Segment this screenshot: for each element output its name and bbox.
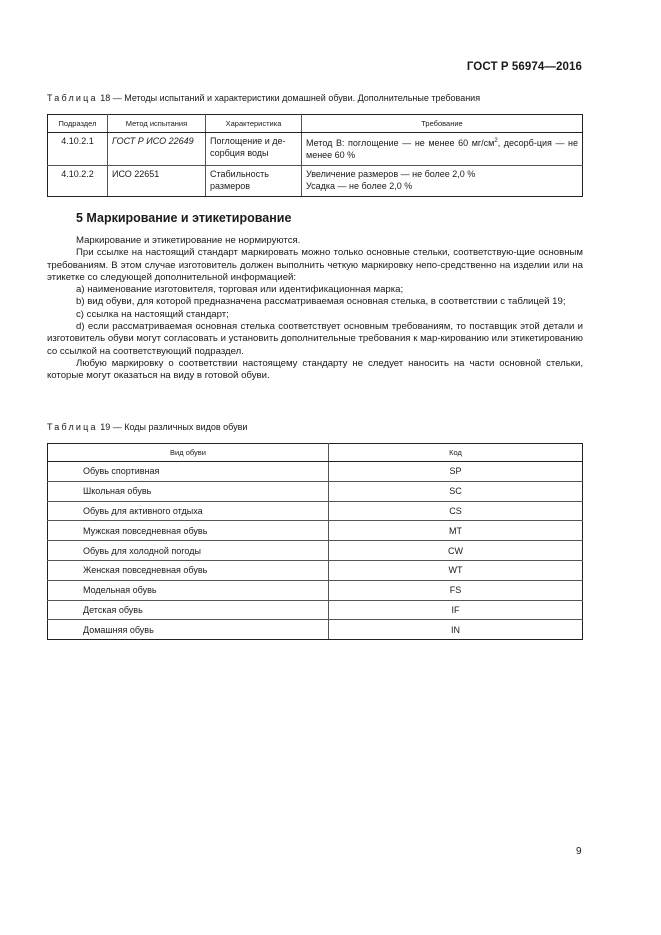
- cell-footwear-type: Домашняя обувь: [48, 620, 329, 640]
- section-5-body: [47, 235, 583, 383]
- cell-method: ИСО 22651: [108, 166, 206, 197]
- paragraph: Маркирование и этикетирование не нормируются.: [76, 235, 301, 246]
- list-item: b) вид обуви, для которой предназначена рассматриваемая основная стелька, в соответствии с таблицей 19;: [76, 296, 566, 308]
- table-row: [48, 600, 583, 620]
- cell-footwear-type: Обувь спортивная: [48, 462, 329, 482]
- paragraph: Любую маркировку о соответствии настоящему стандарту не следует наносить на части основной стельки, которые могут оказаться на виду в готовой обуви.: [47, 357, 583, 382]
- cell-code: SP: [329, 462, 583, 482]
- cell-footwear-type: Модельная обувь: [48, 580, 329, 600]
- table-header-row: [48, 444, 583, 462]
- cell-requirement: [302, 166, 583, 197]
- table-row: [48, 580, 583, 600]
- table-row: [48, 560, 583, 580]
- table-18-caption: [47, 93, 480, 103]
- cell-method: ГОСТ Р ИСО 22649: [108, 133, 206, 166]
- superscript-exponent: 2: [494, 138, 498, 144]
- cell-code: MT: [329, 521, 583, 541]
- table-19: [47, 443, 583, 640]
- table-18-caption-word: Таблица: [47, 93, 98, 103]
- paragraph: При ссылке на настоящий стандарт маркировать можно только основные стельки, соответствую-щие основным требованиям. В этом случае изготовитель должен выполнить четкую маркировку непо-средственно на изделии или на этикетке со следующей дополнительной информацией:: [47, 247, 583, 283]
- section-5-heading: 5 Маркирование и этикетирование: [76, 211, 292, 225]
- table-row: [48, 462, 583, 482]
- table-row: [48, 541, 583, 561]
- cell-code: IN: [329, 620, 583, 640]
- cell-footwear-type: Школьная обувь: [48, 481, 329, 501]
- cell-footwear-type: Обувь для активного отдыха: [48, 501, 329, 521]
- cell-footwear-type: Обувь для холодной погоды: [48, 541, 329, 561]
- table-row: [48, 133, 583, 166]
- table-row: [48, 620, 583, 640]
- table-18-caption-text: 18 — Методы испытаний и характеристики домашней обуви. Дополнительные требования: [97, 93, 481, 103]
- cell-footwear-type: Мужская повседневная обувь: [48, 521, 329, 541]
- list-item: a) наименование изготовителя, торговая или идентификационная марка;: [76, 284, 404, 296]
- table-row: [48, 481, 583, 501]
- cell-requirement: [302, 133, 583, 166]
- column-header-method: Метод испытания: [108, 115, 206, 133]
- requirement-line: Усадка — не более 2,0 %: [306, 180, 413, 191]
- page-number: 9: [576, 846, 582, 857]
- standard-designation: ГОСТ Р 56974—2016: [466, 61, 582, 73]
- cell-footwear-type: Женская повседневная обувь: [48, 560, 329, 580]
- column-header-characteristic: Характеристика: [206, 115, 302, 133]
- list-item: c) ссылка на настоящий стандарт;: [76, 308, 229, 320]
- table-row: [48, 501, 583, 521]
- table-19-caption: [47, 422, 247, 432]
- column-header-requirement: Требование: [302, 115, 583, 133]
- cell-code: CS: [329, 501, 583, 521]
- cell-footwear-type: Детская обувь: [48, 600, 329, 620]
- cell-code: IF: [329, 600, 583, 620]
- table-19-caption-text: 19 — Коды различных видов обуви: [97, 422, 248, 432]
- requirement-line: Увеличение размеров — не более 2,0 %: [306, 169, 476, 179]
- cell-subsection: 4.10.2.2: [48, 166, 108, 197]
- list-item: d) если рассматриваемая основная стелька соответствует основным требованиям, то поставщик этой детали и изготовитель обуви могут согласовать и установить дополнительные требования к мар-кированию или этикетированию со ссылкой на соответствующий подраздел.: [47, 321, 583, 357]
- column-header-code: Код: [329, 444, 583, 462]
- table-18: [47, 114, 583, 197]
- requirement-text-part: Метод В: поглощение — не менее 60 мг/см: [306, 138, 495, 148]
- cell-code: FS: [329, 580, 583, 600]
- table-row: [48, 521, 583, 541]
- cell-code: SC: [329, 481, 583, 501]
- cell-code: CW: [329, 541, 583, 561]
- column-header-footwear-type: Вид обуви: [48, 444, 329, 462]
- cell-code: WT: [329, 560, 583, 580]
- cell-subsection: 4.10.2.1: [48, 133, 108, 166]
- cell-characteristic: Стабильность размеров: [206, 166, 302, 197]
- requirement-text-part: , десорб-ция — не менее 60 %: [306, 138, 578, 160]
- table-header-row: [48, 115, 583, 133]
- table-row: [48, 166, 583, 197]
- table-19-caption-word: Таблица: [47, 422, 98, 432]
- cell-characteristic: Поглощение и де-сорбция воды: [206, 133, 302, 166]
- column-header-subsection: Подраздел: [48, 115, 108, 133]
